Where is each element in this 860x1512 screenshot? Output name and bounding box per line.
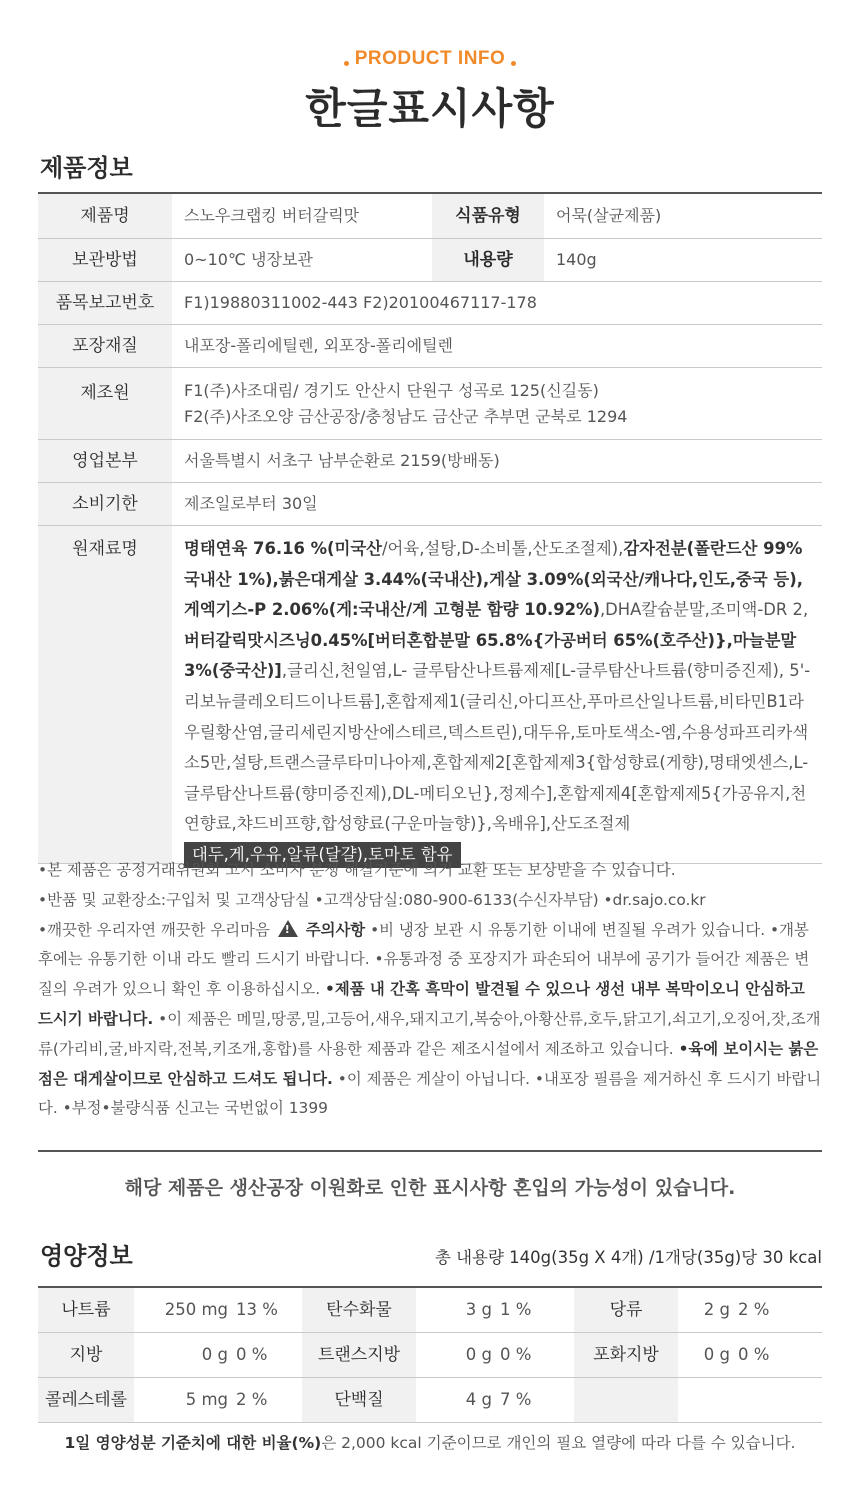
table-row [38, 1288, 822, 1333]
row-label: 제조원 [38, 368, 172, 439]
note-line: •반품 및 교환장소:구입처 및 고객상담실 •고객상담실:080-900-6133(수신자부담) •dr.sajo.co.kr [38, 890, 706, 909]
nutrition-table [38, 1286, 822, 1423]
allergy-badge: 대두,게,우유,알류(달걀),토마토 함유 [184, 842, 461, 868]
nutrient-name: 포화지방 [574, 1333, 678, 1377]
table-row [38, 483, 822, 526]
dot-icon [344, 61, 349, 66]
ingredient-main: 명태연육 76.16 %(미국산 [184, 539, 383, 558]
row-value: 140g [556, 250, 597, 269]
nutrition-total: 총 내용량 140g(35g X 4개) /1개당(35g)당 30 kcal [434, 1248, 822, 1267]
nutrient-pct: 2 % [738, 1300, 770, 1319]
row-value: 제조일로부터 30일 [184, 494, 318, 513]
nutrient-pct: 2 % [236, 1390, 268, 1409]
ingredient-main: 버터갈릭맛시즈닝0.45%[버터혼합분말 65.8%{가공버터 65%(호주산)},마늘분말 3%(중국산)] [184, 630, 797, 681]
note-line: •본 제품은 공정거래위원회 고시 소비자 분쟁 해결기준에 의거 교환 또는 보상받을 수 있습니다. [38, 861, 676, 879]
nutrient-amount: 0 g [703, 1345, 730, 1364]
nutrition-header [40, 1236, 822, 1276]
note-bold: •제품 내 간혹 흑막이 발견될 수 있으나 생선 내부 복막이오니 안심하고 드시기 바랍니다. [38, 980, 805, 1028]
nutrient-amount: 0 g [465, 1345, 492, 1364]
row-value: 서울특별시 서초구 남부순환로 2159(방배동) [184, 451, 500, 470]
row-value: F1)19880311002-443 F2)20100467117-178 [184, 293, 537, 312]
note-text: •이 제품은 게살이 아닙니다. •내포장 필름을 제거하신 후 드시기 바랍니다. •부정•불량식품 신고는 국번없이 1399 [38, 1069, 822, 1118]
ingredient-main: 감자전분(폴란드산 99% 국내산 1%),붉은대게살 3.44%(국내산),게살 3.09%(외국산/캐나다,인도,중국 등),게엑기스-P 2.06%(게:국내산/게 고형분 함량 10.92%) [184, 539, 803, 620]
row-label: 포장재질 [38, 325, 172, 367]
nutrient-amount: 5 mg [185, 1390, 228, 1409]
note-bold: •육에 보이시는 붉은 점은 대게살이므로 안심하고 드셔도 됩니다. [38, 1039, 819, 1088]
row-label: 소비기한 [38, 483, 172, 525]
note-text: •깨끗한 우리자연 깨끗한 우리마음 [38, 920, 275, 939]
footnote-bold: 1일 영양성분 기준치에 대한 비율(%) [64, 1434, 322, 1452]
table-row [38, 194, 822, 239]
note-paragraph [38, 916, 822, 1125]
table-row [38, 282, 822, 325]
note-text: •비 냉장 보관 시 유통기한 이내에 변질될 우려가 있습니다. •개봉 후에는 유통기한 이내 라도 빨리 드시기 바랍니다. •유통과정 중 포장지가 파손되어 내부에 공기가 들어간 제품은 변질의 우려가 있으니 확인 후 이용하십시오. [38, 920, 810, 999]
row-label: 품목보고번호 [38, 282, 172, 324]
row-label: 보관방법 [38, 239, 172, 281]
ingredient-text: /어육,설탕,D-소비톨,산도조절제), [382, 539, 624, 558]
product-section-title: 제품정보 [40, 154, 133, 182]
nutrient-amount [678, 1378, 738, 1422]
maker-line: F2(주)사조오양 금산공장/충청남도 금산군 추부면 군북로 1294 [184, 407, 628, 426]
row-value: 내포장-폴리에틸렌, 외포장-폴리에틸렌 [184, 336, 454, 355]
nutrient-amount: 2 g [703, 1300, 730, 1319]
row-value: 0~10℃ 냉장보관 [184, 250, 313, 269]
table-row [38, 239, 822, 282]
footnote-text: 은 2,000 kcal 기준이므로 개인의 필요 열량에 따라 다를 수 있습니다. [321, 1434, 796, 1452]
nutrient-name: 트랜스지방 [302, 1333, 416, 1377]
nutrient-name: 탄수화물 [302, 1288, 416, 1332]
ingredient-text: ,글리신,천일염,L- 글루탐산나트륨제제[L-글루탐산나트륨(향미증진제), 5'-리보뉴클레오티드이나트륨],혼합제제1(글리신,아디프산,푸마르산일나트륨,비타민B1라우릴황산염,글리세린지방산에스테르,덱스트린),대두유,토마토색소-엠,수용성파프리카색소5만,설탕,트랜스글루타미나아제,혼합제제2[혼합제제3{합성향료(게향),명태엣센스,L-글루탐산나트륨(향미증진제),DL-메티오닌},정제수],혼합제제4[혼합제제5{가공유지,천연향료,챠드비프향,합성향료(구운마늘향)},옥배유],산도조절제 [184, 661, 811, 834]
nutrient-amount: 250 mg [164, 1300, 228, 1319]
row-label: 식품유형 [432, 194, 544, 238]
ingredients-text [172, 526, 822, 863]
nutrient-name: 나트륨 [38, 1288, 134, 1332]
nutrient-name: 단백질 [302, 1378, 416, 1422]
row-value [172, 368, 822, 439]
nutrient-pct: 0 % [236, 1345, 268, 1364]
nutrient-name: 당류 [574, 1288, 678, 1332]
nutrient-amount: 3 g [465, 1300, 492, 1319]
ingredient-text: ,DHA칼슘분말,조미액-DR 2, [599, 600, 809, 620]
caution-label: 주의사항 [305, 920, 366, 939]
divider [38, 1150, 822, 1152]
dot-icon [511, 61, 516, 66]
nutrient-name [574, 1378, 678, 1422]
nutrient-pct: 13 % [236, 1300, 278, 1319]
page-header [0, 0, 860, 150]
table-row [38, 440, 822, 483]
note-text: •이 제품은 메밀,땅콩,밀,고등어,새우,돼지고기,복숭아,아황산류,호두,닭고기,쇠고기,오징어,잣,조개류(가리비,굴,바지락,전복,키조개,홍합)를 사용한 제품과 같은 제조시설에서 제조하고 있습니다. [38, 1009, 821, 1058]
row-value: 스노우크랩킹 버터갈릭맛 [184, 206, 360, 225]
eyebrow-text: PRODUCT INFO [354, 48, 506, 69]
row-label: 영업본부 [38, 440, 172, 482]
nutrition-title: 영양정보 [40, 1242, 133, 1270]
nutrient-pct: 7 % [500, 1390, 532, 1409]
caution-notes [38, 856, 822, 1124]
nutrition-footnote [0, 1431, 860, 1453]
nutrient-amount: 4 g [465, 1390, 492, 1409]
nutrient-name: 콜레스테롤 [38, 1378, 134, 1422]
product-info-eyebrow [344, 48, 517, 70]
table-row [38, 368, 822, 440]
nutrient-pct: 0 % [500, 1345, 532, 1364]
row-label: 제품명 [38, 194, 172, 238]
notice-text: 해당 제품은 생산공장 이원화로 인한 표시사항 혼입의 가능성이 있습니다. [124, 1177, 736, 1199]
maker-line: F1(주)사조대림/ 경기도 안산시 단원구 성곡로 125(신길동) [184, 381, 599, 400]
product-info-table [38, 192, 822, 864]
table-row [38, 526, 822, 864]
page-title: 한글표시사항 [305, 84, 555, 133]
table-row [38, 1378, 822, 1423]
row-label: 내용량 [432, 239, 544, 281]
nutrient-pct [738, 1378, 822, 1422]
table-row [38, 325, 822, 368]
nutrient-pct: 0 % [738, 1345, 770, 1364]
nutrient-amount: 0 g [201, 1345, 228, 1364]
nutrient-name: 지방 [38, 1333, 134, 1377]
row-label: 원재료명 [38, 526, 172, 863]
warning-icon [278, 920, 298, 937]
nutrient-pct: 1 % [500, 1300, 532, 1319]
table-row [38, 1333, 822, 1378]
row-value: 어묵(살균제품) [556, 206, 662, 225]
